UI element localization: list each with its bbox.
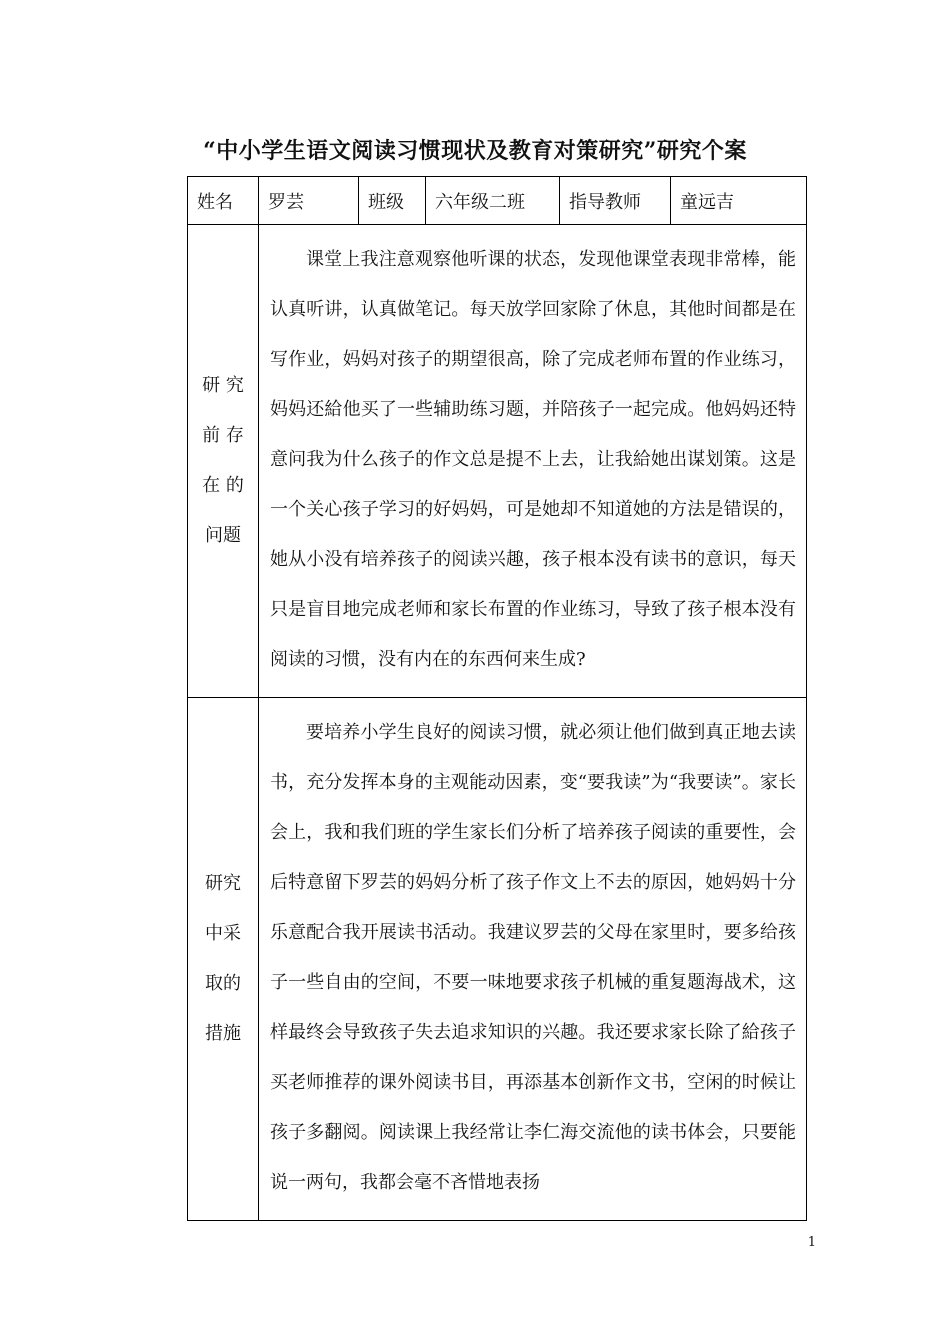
pre-study-text: 课堂上我注意观察他听课的状态，发现他课堂表现非常棒，能认真听讲，认真做笔记。每天放学回家除了休息，其他时间都是在写作业，妈妈对孩子的期望很高，除了完成老师布置的作业练习，妈妈还給他买了一些辅助练习题，并陪孩子一起完成。他妈妈还特意问我为什么孩子的作文总是提不上去，让我給她出谋划策。这是一个关心孩子学习的好妈妈，可是她却不知道她的方法是错误的，她从小没有培养孩子的阅读兴趣，孩子根本没有读书的意识，每天只是盲目地完成老师和家长布置的作业练习，导致了孩子根本没有阅读的习惯，没有内在的东西何来生成?: [259, 225, 807, 698]
page-title: “中小学生语文阅读习惯现状及教育对策研究”研究个案: [203, 138, 747, 164]
measures-row: [188, 698, 807, 1221]
measures-text: 要培养小学生良好的阅读习惯，就必须让他们做到真正地去读书，充分发挥本身的主观能动因素，变“要我读”为“我要读”。家长会上，我和我们班的学生家长们分析了培养孩子阅读的重要性，会后特意留下罗芸的妈妈分析了孩子作文上不去的原因，她妈妈十分乐意配合我开展读书活动。我建议罗芸的父母在家里时，要多给孩子一些自由的空间，不要一味地要求孩子机械的重复题海战术，这样最终会导致孩子失去追求知识的兴趣。我还要求家长除了給孩子买老师推荐的课外阅读书目，再添基本创新作文书，空闲的时候让孩子多翻阅。阅读课上我经常让李仁海交流他的读书体会，只要能说一两句，我都会毫不吝惜地表扬: [259, 698, 807, 1221]
teacher-label: 指导教师: [560, 177, 671, 225]
teacher-value: 童远吉: [671, 177, 807, 225]
pre-study-row: [188, 225, 807, 698]
pre-study-label: 研 究 前 存 在 的 问题: [188, 225, 259, 698]
measures-label: 研究 中采 取的 措施: [188, 698, 259, 1221]
name-value: 罗芸: [259, 177, 359, 225]
page-number: 1: [807, 1235, 816, 1250]
name-label: 姓名: [188, 177, 259, 225]
class-value: 六年级二班: [426, 177, 560, 225]
case-table: [187, 176, 807, 1221]
header-row: [188, 177, 807, 225]
class-label: 班级: [359, 177, 426, 225]
